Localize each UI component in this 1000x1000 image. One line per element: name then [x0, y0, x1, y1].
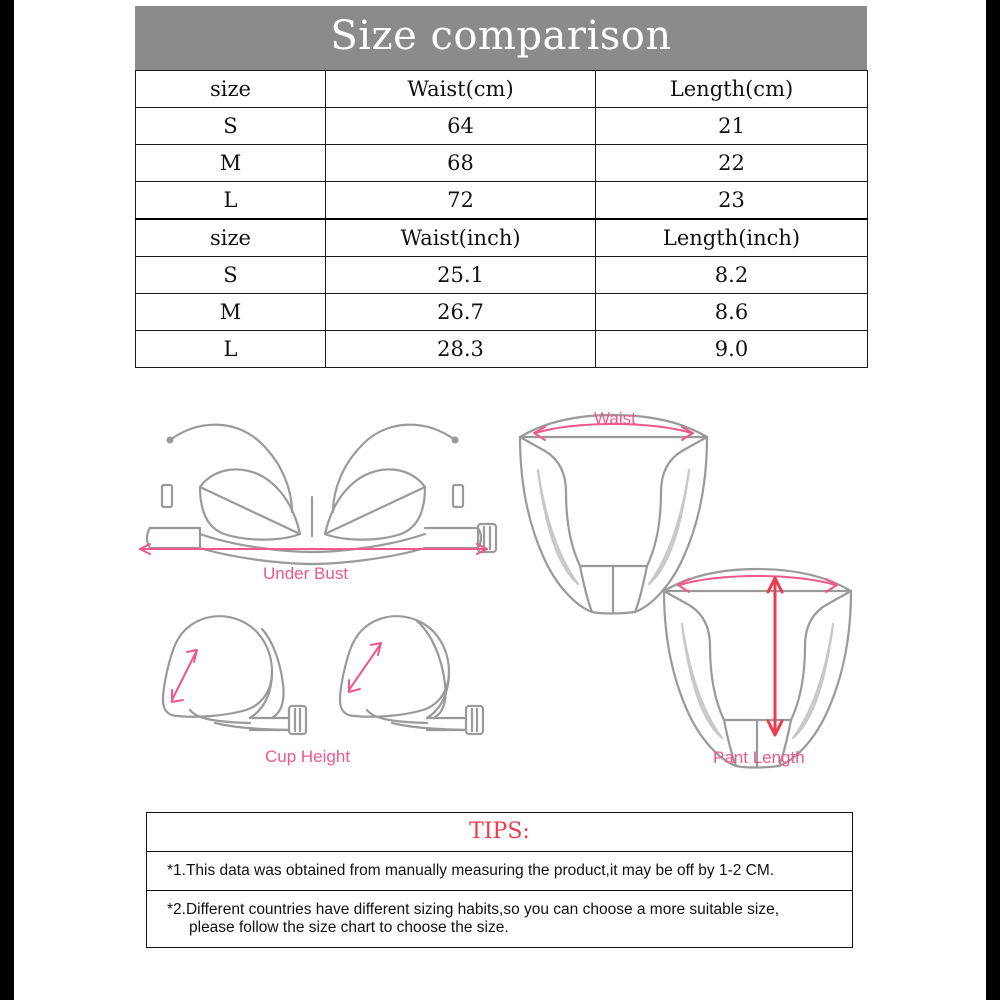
- tips-box: [146, 812, 853, 948]
- cell-size: M: [136, 145, 326, 182]
- column-header-waist-inch: Waist(inch): [326, 219, 596, 257]
- cell-waist: 64: [326, 108, 596, 145]
- right-border-bar: [986, 0, 1000, 1000]
- cell-length: 8.2: [596, 257, 868, 294]
- diagram-labels-layer: [0, 382, 1000, 792]
- cell-length: 22: [596, 145, 868, 182]
- cell-waist: 68: [326, 145, 596, 182]
- column-header-length-cm: Length(cm): [596, 71, 868, 108]
- cell-waist: 28.3: [326, 331, 596, 368]
- label-waist: Waist: [594, 409, 636, 428]
- cell-length: 9.0: [596, 331, 868, 368]
- cell-size: S: [136, 108, 326, 145]
- column-header-size-inch: size: [136, 219, 326, 257]
- cell-waist: 72: [326, 182, 596, 220]
- tips-line-1: *1.This data was obtained from manually measuring the product,it may be off by 1-2 CM.: [147, 852, 852, 891]
- cell-length: 21: [596, 108, 868, 145]
- tips-title: TIPS:: [147, 813, 852, 852]
- cell-size: M: [136, 294, 326, 331]
- label-under-bust: Under Bust: [263, 564, 349, 583]
- cell-size: L: [136, 182, 326, 220]
- label-cup-height: Cup Height: [265, 747, 351, 766]
- column-header-waist-cm: Waist(cm): [326, 71, 596, 108]
- column-header-length-inch: Length(inch): [596, 219, 868, 257]
- left-border-bar: [0, 0, 14, 1000]
- label-pant-length: Pant Length: [713, 748, 805, 767]
- tips-line-2-continued: please follow the size chart to choose the size.: [189, 919, 509, 936]
- cell-waist: 25.1: [326, 257, 596, 294]
- tips-line-2: [147, 891, 852, 947]
- tips-line-2-text: *2.Different countries have different sizing habits,so you can choose a more suitable size,: [167, 901, 780, 918]
- cell-waist: 26.7: [326, 294, 596, 331]
- page-title: Size comparison: [135, 6, 867, 70]
- cell-length: 8.6: [596, 294, 868, 331]
- cell-size: S: [136, 257, 326, 294]
- cell-size: L: [136, 331, 326, 368]
- column-header-size-cm: size: [136, 71, 326, 108]
- cell-length: 23: [596, 182, 868, 220]
